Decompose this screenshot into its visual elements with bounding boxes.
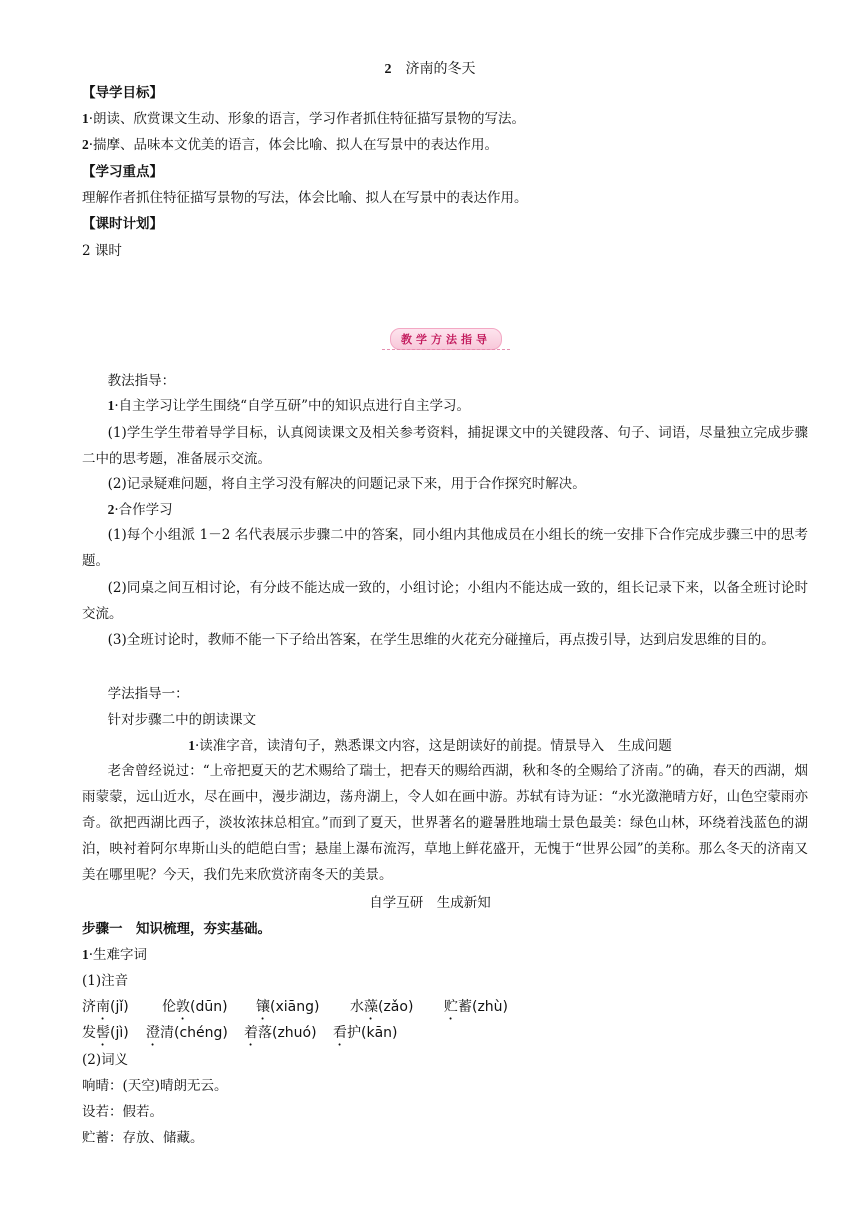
lesson-number: 2 bbox=[384, 62, 392, 77]
step1-sub: 1·生难字词 bbox=[82, 947, 148, 963]
goals-heading: 【导学目标】 bbox=[82, 85, 163, 101]
goal-item-2: 2·揣摩、品味本文优美的语言，体会比喻、拟人在写景中的表达作用。 bbox=[82, 137, 499, 153]
reading-line: 1·读准字音，读清句子，熟悉课文内容，这是朗读好的前提。情景导入 生成问题 bbox=[188, 738, 672, 754]
method-step-2-para-2: (2)同桌之间互相讨论，有分歧不能达成一致的，小组讨论；小组内不能达成一致的，组长记录下来，以备全班讨论时交流。 bbox=[82, 580, 808, 622]
vocab-item-3: 贮蓄：存放、储藏。 bbox=[82, 1130, 204, 1146]
word-lundun: 伦敦(dūn) bbox=[162, 999, 228, 1015]
phonetic-heading: (1)注音 bbox=[82, 973, 129, 989]
focus-heading: 【学习重点】 bbox=[82, 164, 163, 180]
word-chengqing: 澄清(chéng) bbox=[146, 1025, 228, 1041]
method-banner bbox=[382, 328, 510, 350]
word-kanhu: 看护(kān) bbox=[333, 1025, 398, 1041]
banner-divider bbox=[382, 349, 510, 350]
method-step-1-para-1: (1)学生学生带着导学目标，认真阅读课文及相关参考资料，捕捉课文中的关键段落、句子、词语，尽量独立完成步骤二中的思考题，准备展示交流。 bbox=[82, 425, 808, 467]
intro-paragraph: 老舍曾经说过：“上帝把夏天的艺术赐给了瑞士，把春天的赐给西湖，秋和冬的全赐给了济南。”的确，春天的西湖，烟雨蒙蒙，远山近水，尽在画中，漫步湖边，荡舟湖上，令人如在画中游。苏轼有诗为证：“水光潋滟晴方好，山色空蒙雨亦奇。欲把西湖比西子，淡妆浓抹总相宜。”而到了夏天，世界著名的避暑胜地瑞士景色最美：绿色山林，环绕着浅蓝色的湖泊，映衬着阿尔卑斯山头的皑皑白雪；悬崖上瀑布流泻，草地上鲜花盛开，无愧于“世界公园”的美称。那么冬天的济南又美在哪里呢？今天，我们先来欣赏济南冬天的美景。 bbox=[82, 763, 808, 883]
method-step-1: 1·自主学习让学生围绕“自学互研”中的知识点进行自主学习。 bbox=[107, 398, 470, 414]
vocab-item-2: 设若：假若。 bbox=[82, 1104, 163, 1120]
focus-text: 理解作者抓住特征描写景物的写法，体会比喻、拟人在写景中的表达作用。 bbox=[82, 190, 528, 206]
step1-heading: 步骤一 知识梳理，夯实基础。 bbox=[82, 921, 271, 937]
goal-item-1: 1·朗读、欣赏课文生动、形象的语言，学习作者抓住特征描写景物的写法。 bbox=[82, 111, 526, 127]
method-heading: 教法指导： bbox=[107, 373, 176, 389]
method-step-2-para-1: (1)每个小组派 1－2 名代表展示步骤二中的答案，同小组内其他成员在小组长的统一安排下合作完成步骤三中的思考题。 bbox=[82, 527, 808, 569]
method-step-1-para-2: (2)记录疑难问题，将自主学习没有解决的问题记录下来，用于合作探究时解决。 bbox=[107, 476, 586, 492]
plan-text: 2 课时 bbox=[82, 243, 122, 259]
page-title bbox=[0, 58, 860, 78]
word-zhuxu: 贮蓄(zhù) bbox=[444, 999, 509, 1015]
section-heading: 自学互研 生成新知 bbox=[369, 895, 491, 911]
word-jinan: 济南(jǐ) bbox=[82, 999, 129, 1015]
word-shuizao: 水藻(zǎo) bbox=[350, 999, 414, 1015]
method-step-2-para-3: (3)全班讨论时，教师不能一下子给出答案，在学生思维的火花充分碰撞后，再点拨引导，达到启发思维的目的。 bbox=[107, 632, 775, 648]
word-zhuoluo: 着落(zhuó) bbox=[244, 1025, 317, 1041]
lesson-title: 济南的冬天 bbox=[405, 61, 476, 77]
plan-heading: 【课时计划】 bbox=[82, 216, 163, 232]
method-banner-label: 教学方法指导 bbox=[390, 328, 502, 350]
vocab-heading: (2)词义 bbox=[82, 1052, 129, 1068]
method-step-2: 2·合作学习 bbox=[107, 502, 173, 518]
vocab-item-1: 响晴：(天空)晴朗无云。 bbox=[82, 1078, 228, 1094]
word-faji: 发髻(jì) bbox=[82, 1025, 129, 1041]
study-heading: 学法指导一： bbox=[107, 686, 189, 702]
word-xiang: 镶(xiāng) bbox=[256, 999, 320, 1015]
study-subheading: 针对步骤二中的朗读课文 bbox=[107, 712, 257, 728]
